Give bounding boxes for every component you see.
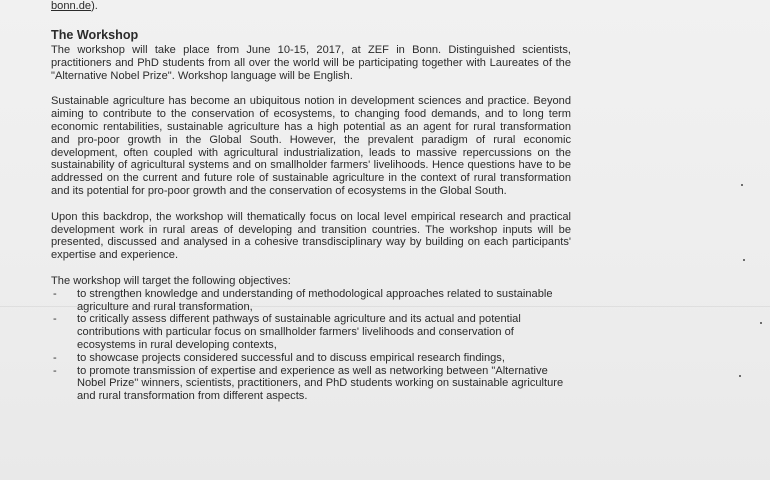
objective-text: to critically assess different pathways of sustainable agriculture and its actual and potential contributions with particular focus on smallholder farmers' livelihoods and conservation of ecosystems in rural developing contexts, [77, 313, 521, 351]
top-link-line [51, 0, 571, 28]
scan-speck [741, 184, 743, 186]
scan-speck [739, 375, 741, 377]
scan-speck [760, 322, 762, 324]
link-suffix: ). [91, 0, 98, 12]
list-item [51, 313, 571, 351]
section-heading: The Workshop [51, 28, 139, 42]
list-dash: - [53, 364, 57, 377]
paragraph-thematic-focus: Upon this backdrop, the workshop will thematically focus on local level empirical research and practical development work in rural areas of developing and transition countries. The workshop inputs will be presented, discussed and analysed in a cohesive transdisciplinary way by building on each participants' expertise and experience. [51, 210, 571, 262]
list-dash: - [53, 351, 57, 364]
document-body [51, 0, 571, 403]
website-link[interactable]: bonn.de [51, 0, 92, 12]
list-item [51, 365, 571, 403]
list-dash: - [53, 287, 57, 300]
scan-speck [743, 259, 745, 261]
objective-text: to showcase projects considered successful and to discuss empirical research findings, [77, 351, 505, 364]
objectives-list [51, 288, 571, 403]
objective-text: to strengthen knowledge and understanding of methodological approaches related to sustainable agriculture and rural transformation, [77, 287, 553, 313]
objectives-intro: The workshop will target the following objectives: [51, 274, 291, 287]
list-item [51, 288, 571, 314]
list-item [51, 352, 571, 365]
objective-text: to promote transmission of expertise and experience as well as networking between "Alternative Nobel Prize" winners, scientists, practitioners, and PhD students working on sustainable agriculture and rural transformation from different aspects. [77, 364, 564, 403]
paragraph-sustainable-agriculture: Sustainable agriculture has become an ubiquitous notion in development sciences and practice. Beyond aiming to contribute to the conservation of ecosystems, to changing food demands, and to long term economic rentabilities, sustainable agriculture has a high potential as an agent for rural transformation and pro-poor growth in the Global South. However, the prevalent paradigm of rural economic development, often coupled with agricultural industrialization, leads to massive repercussions on the sustainability of agricultural systems and on smallholder farmers' livelihoods. Hence questions have to be addressed on the current and future role of sustainable agriculture in the context of rural transformation and its potential for pro-poor growth and the conservation of ecosystems in the Global South. [51, 95, 571, 197]
paragraph-dates-venue: The workshop will take place from June 10-15, 2017, at ZEF in Bonn. Distinguished scientists, practitioners and PhD students from all over the world will be participating together with Laureates of the "Alternative Nobel Prize". Workshop language will be English. [51, 44, 571, 82]
list-dash: - [53, 313, 57, 326]
